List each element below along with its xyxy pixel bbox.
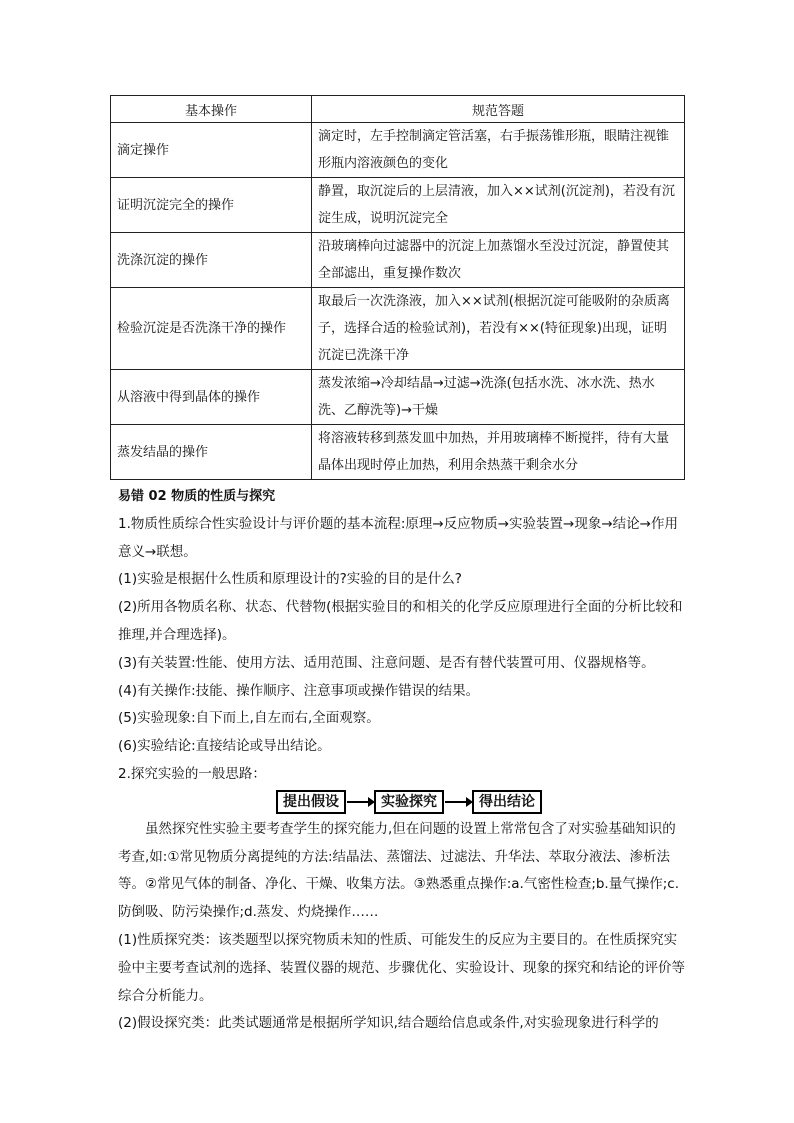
answer-cell: 滴定时，左手控制滴定管活塞，右手振荡锥形瓶，眼睛注视锥形瓶内溶液颜色的变化: [312, 123, 685, 178]
section-body: [118, 483, 688, 1038]
operation-cell: 证明沉淀完全的操作: [111, 178, 312, 233]
answer-cell: 蒸发浓缩→冷却结晶→过滤→洗涤(包括水洗、冰水洗、热水洗、乙醇洗等)→干燥: [312, 370, 685, 425]
paragraph-basic-flow: 1.物质性质综合性实验设计与评价题的基本流程:原理→反应物质→实验装置→现象→结论→作用意义→联想。: [118, 515, 678, 560]
list-item: (3)有关装置:性能、使用方法、适用范围、注意问题、是否有替代装置可用、仪器规格等。: [118, 654, 655, 671]
header-basic-operation: 基本操作: [111, 96, 312, 123]
list-item: (6)实验结论:直接结论或导出结论。: [118, 738, 331, 755]
paragraph-property-exploration: (1)性质探究类：该类题型以探究物质未知的性质、可能发生的反应为主要目的。在性质探究实验中主要考查试剂的选择、装置仪器的规范、步骤优化、实验设计、现象的探究和结论的评价等综合分析能力。: [118, 931, 685, 1004]
paragraph-hypothesis-exploration: (2)假设探究类：此类试题通常是根据所学知识,结合题给信息或条件,对实验现象进行科学的: [118, 1015, 659, 1032]
table-row: [111, 123, 685, 178]
answer-cell: 静置，取沉淀后的上层清液，加入××试剂(沉淀剂)，若没有沉淀生成，说明沉淀完全: [312, 178, 685, 233]
table-row: [111, 288, 685, 370]
table-row: [111, 178, 685, 233]
flow-step-experiment: 实验探究: [374, 790, 444, 814]
operation-cell: 从溶液中得到晶体的操作: [111, 370, 312, 425]
operation-cell: 蒸发结晶的操作: [111, 425, 312, 480]
arrow-right-icon: [445, 801, 471, 803]
list-item: (5)实验现象:自下而上,自左而右,全面观察。: [118, 710, 380, 727]
table-header-row: [111, 96, 685, 123]
table-row: [111, 370, 685, 425]
flow-step-conclusion: 得出结论: [472, 790, 542, 814]
table-row: [111, 425, 685, 480]
list-item: (2)所用各物质名称、状态、代替物(根据实验目的和相关的化学反应原理进行全面的分析比较和推理,并合理选择)。: [118, 599, 683, 643]
list-item: (1)实验是根据什么性质和原理设计的?实验的目的是什么?: [118, 571, 462, 588]
operation-cell: 滴定操作: [111, 123, 312, 178]
answer-cell: 取最后一次洗涤液，加入××试剂(根据沉淀可能吸附的杂质离子，选择合适的检验试剂)，若没有××(特征现象)出现，证明沉淀已洗涤干净: [312, 288, 685, 370]
list-item: (4)有关操作:技能、操作顺序、注意事项或操作错误的结果。: [118, 682, 480, 699]
operation-cell: 检验沉淀是否洗涤干净的操作: [111, 288, 312, 370]
paragraph-general-approach: 2.探究实验的一般思路：: [118, 765, 266, 782]
operation-cell: 洗涤沉淀的操作: [111, 233, 312, 288]
table-row: [111, 233, 685, 288]
flow-step-hypothesis: 提出假设: [276, 790, 346, 814]
section-heading: 易错 02 物质的性质与探究: [118, 489, 276, 504]
operations-table: [110, 95, 685, 480]
paragraph-exploration: 虽然探究性实验主要考查学生的探究能力,但在问题的设置上常常包含了对实验基础知识的考查,如:①常见物质分离提纯的方法:结晶法、蒸馏法、过滤法、升华法、萃取分液法、渗析法等。②常见气体的制备、净化、干燥、收集方法。③熟悉重点操作:a.气密性检查;b.量气操作;c.防倒吸、防污染操作;d.蒸发、灼烧操作……: [118, 820, 679, 921]
answer-cell: 将溶液转移到蒸发皿中加热，并用玻璃棒不断搅拌，待有大量晶体出现时停止加热，利用余热蒸干剩余水分: [312, 425, 685, 480]
flow-diagram: [118, 789, 688, 816]
answer-cell: 沿玻璃棒向过滤器中的沉淀上加蒸馏水至没过沉淀，静置使其全部滤出，重复操作数次: [312, 233, 685, 288]
header-standard-answer: 规范答题: [312, 96, 685, 123]
arrow-right-icon: [347, 801, 373, 803]
